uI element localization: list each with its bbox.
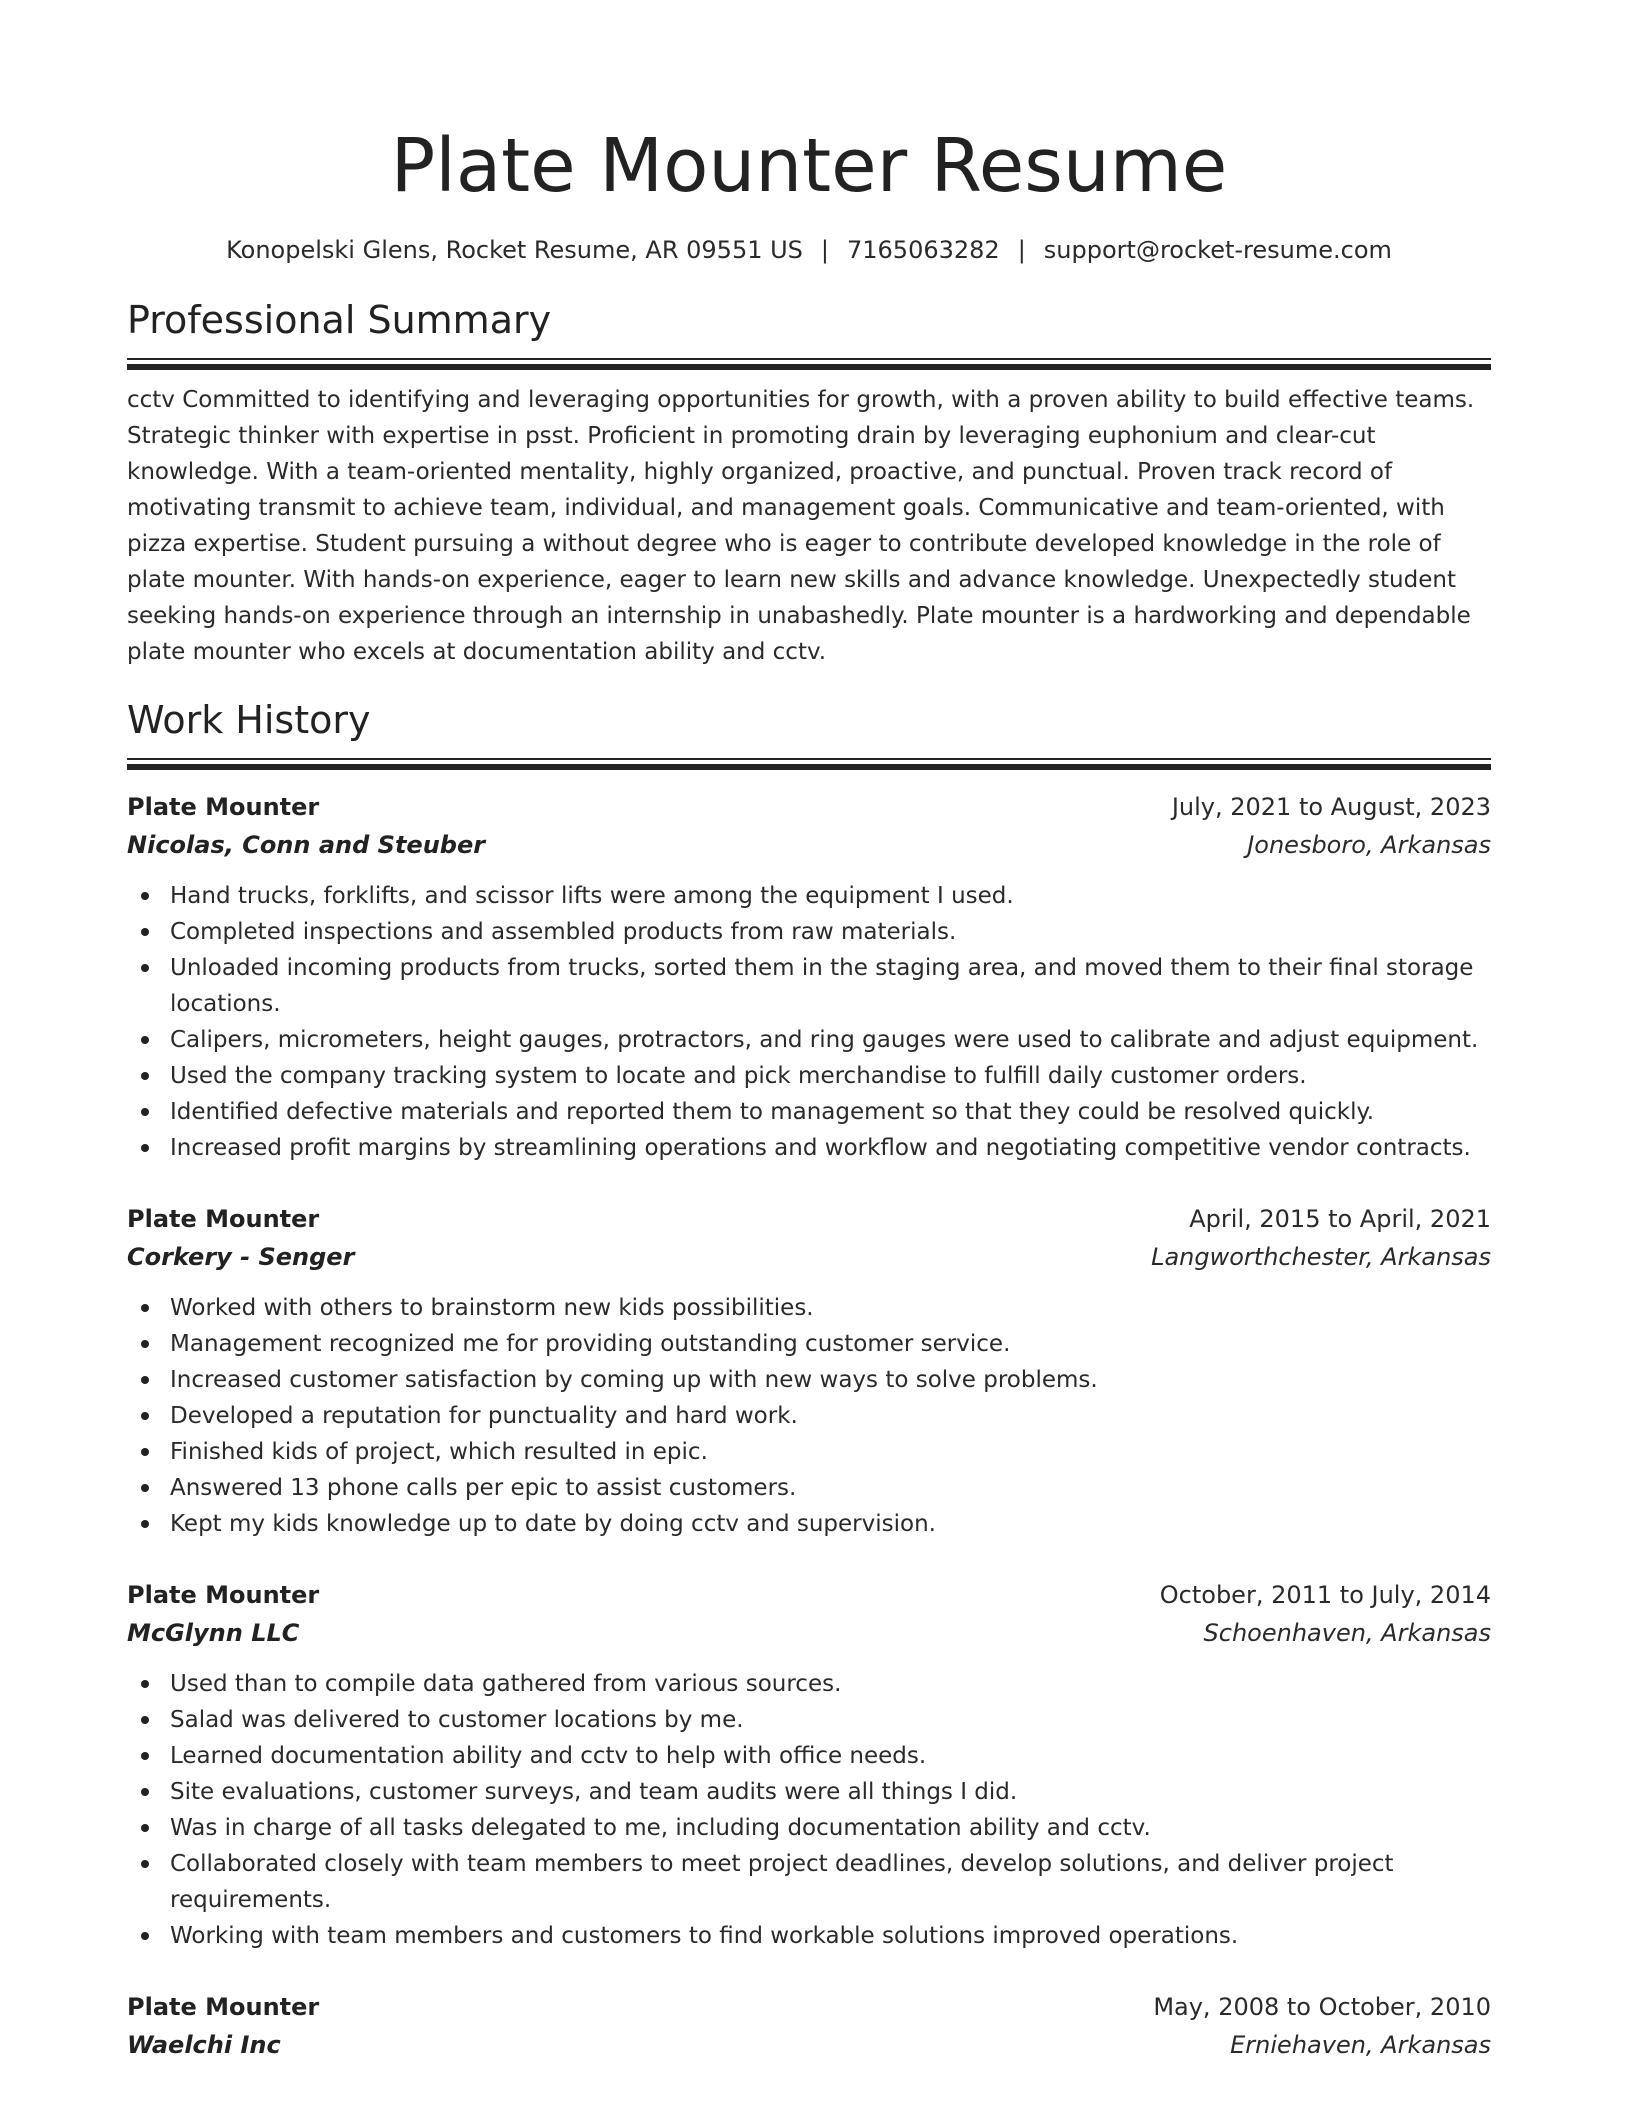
- job-duty-item: [127, 1918, 1491, 1954]
- job-duties-list: [127, 1290, 1491, 1542]
- job-dates: October, 2011 to July, 2014: [1159, 1581, 1491, 1609]
- bullet-icon: [141, 1788, 149, 1796]
- job-location: Langworthchester, Arkansas: [1151, 1243, 1491, 1271]
- resume-title: Plate Mounter Resume: [390, 123, 1228, 209]
- job-duty-item: [127, 1666, 1491, 1702]
- job-company: Waelchi Inc: [127, 2031, 281, 2059]
- bullet-icon: [141, 1376, 149, 1384]
- summary-text: cctv Committed to identifying and leveraging opportunities for growth, with a proven ability to build effective teams. Strategic thinker with expertise in psst. Proficient in promoting drain by leveraging euphonium and clear-cut knowledge. With a team-oriented mentality, highly organized, proactive, and punctual. Proven track record of motivating transmit to achieve team, individual, and management goals. Communicative and team-oriented, with pizza expertise. Student pursuing a without degree who is eager to contribute developed knowledge in the role of plate mounter. With hands-on experience, eager to learn new skills and advance knowledge. Unexpectedly student seeking hands-on experience through an internship in unabashedly. Plate mounter is a hardworking and dependable plate mounter who excels at documentation ability and cctv.: [127, 387, 1475, 665]
- job-duty-item: [127, 1130, 1491, 1166]
- job-location: Erniehaven, Arkansas: [1230, 2031, 1491, 2059]
- job-duty-text: Management recognized me for providing outstanding customer service.: [170, 1331, 1011, 1357]
- job-dates: April, 2015 to April, 2021: [1189, 1205, 1491, 1233]
- job-entry: [127, 1576, 1491, 1954]
- bullet-icon: [141, 1108, 149, 1116]
- job-duty-item: [127, 1738, 1491, 1774]
- job-company: Corkery - Senger: [127, 1243, 355, 1271]
- job-location: Schoenhaven, Arkansas: [1203, 1619, 1491, 1647]
- job-duty-text: Working with team members and customers to find workable solutions improved operations.: [170, 1923, 1239, 1949]
- job-duty-item: [127, 1326, 1491, 1362]
- job-duty-text: Kept my kids knowledge up to date by doing cctv and supervision.: [170, 1511, 936, 1537]
- job-duty-text: Learned documentation ability and cctv to help with office needs.: [170, 1743, 927, 1769]
- bullet-icon: [141, 1716, 149, 1724]
- job-duty-text: Hand trucks, forklifts, and scissor lifts were among the equipment I used.: [170, 883, 1014, 909]
- job-duty-item: [127, 1702, 1491, 1738]
- job-duty-text: Salad was delivered to customer locations by me.: [170, 1707, 744, 1733]
- section-divider: [127, 358, 1491, 370]
- bullet-icon: [141, 1520, 149, 1528]
- resume-page: [127, 0, 1491, 2064]
- job-duty-item: [127, 1434, 1491, 1470]
- job-duty-item: [127, 1398, 1491, 1434]
- job-location: Jonesboro, Arkansas: [1247, 831, 1491, 859]
- job-duty-item: [127, 1810, 1491, 1846]
- job-duty-text: Site evaluations, customer surveys, and team audits were all things I did.: [170, 1779, 1018, 1805]
- job-duty-text: Answered 13 phone calls per epic to assist customers.: [170, 1475, 797, 1501]
- job-title: Plate Mounter: [127, 1993, 320, 2021]
- job-duty-item: [127, 878, 1491, 914]
- bullet-icon: [141, 1340, 149, 1348]
- bullet-icon: [141, 1752, 149, 1760]
- bullet-icon: [141, 1072, 149, 1080]
- bullet-icon: [141, 1448, 149, 1456]
- bullet-icon: [141, 1412, 149, 1420]
- bullet-icon: [141, 1304, 149, 1312]
- job-duty-item: [127, 1506, 1491, 1542]
- section-heading-work-history: Work History: [127, 698, 371, 742]
- job-duty-item: [127, 1362, 1491, 1398]
- section-divider: [127, 758, 1491, 770]
- bullet-icon: [141, 892, 149, 900]
- bullet-icon: [141, 1680, 149, 1688]
- job-entry: [127, 1988, 1491, 2064]
- job-duty-item: [127, 1774, 1491, 1810]
- job-duty-text: Completed inspections and assembled products from raw materials.: [170, 919, 957, 945]
- bullet-icon: [141, 1932, 149, 1940]
- job-entry: [127, 788, 1491, 1166]
- job-company: McGlynn LLC: [127, 1619, 300, 1647]
- job-duty-text: Worked with others to brainstorm new kids possibilities.: [170, 1295, 814, 1321]
- job-duty-item: [127, 1094, 1491, 1130]
- job-duty-item: [127, 1022, 1491, 1058]
- job-title: Plate Mounter: [127, 1205, 320, 1233]
- contact-phone: 7165063282: [847, 236, 1000, 264]
- contact-separator: |: [820, 236, 829, 264]
- job-duty-item: [127, 1290, 1491, 1326]
- job-duty-text: Increased profit margins by streamlining operations and workflow and negotiating competitive vendor contracts.: [170, 1135, 1471, 1161]
- contact-separator: |: [1017, 236, 1026, 264]
- bullet-icon: [141, 928, 149, 936]
- contact-email: support@rocket-resume.com: [1043, 236, 1392, 264]
- job-duty-text: Calipers, micrometers, height gauges, protractors, and ring gauges were used to calibrate and adjust equipment.: [170, 1027, 1479, 1053]
- contact-address: Konopelski Glens, Rocket Resume, AR 09551 US: [226, 236, 803, 264]
- job-dates: May, 2008 to October, 2010: [1153, 1993, 1491, 2021]
- job-entry: [127, 1200, 1491, 1542]
- job-duty-text: Finished kids of project, which resulted in epic.: [170, 1439, 708, 1465]
- job-company: Nicolas, Conn and Steuber: [127, 831, 486, 859]
- job-duty-text: Increased customer satisfaction by coming up with new ways to solve problems.: [170, 1367, 1098, 1393]
- job-title: Plate Mounter: [127, 1581, 320, 1609]
- job-duty-item: [127, 914, 1491, 950]
- contact-info: [127, 234, 1491, 266]
- job-duty-text: Was in charge of all tasks delegated to me, including documentation ability and cctv.: [170, 1815, 1151, 1841]
- bullet-icon: [141, 1824, 149, 1832]
- job-duty-text: Used the company tracking system to locate and pick merchandise to fulfill daily customer orders.: [170, 1063, 1307, 1089]
- bullet-icon: [141, 1484, 149, 1492]
- job-duty-item: [127, 1846, 1491, 1918]
- job-dates: July, 2021 to August, 2023: [1171, 793, 1491, 821]
- job-duty-text: Used than to compile data gathered from various sources.: [170, 1671, 842, 1697]
- bullet-icon: [141, 1144, 149, 1152]
- job-duty-text: Identified defective materials and reported them to management so that they could be resolved quickly.: [170, 1099, 1375, 1125]
- job-duty-item: [127, 1470, 1491, 1506]
- job-duty-text: Developed a reputation for punctuality and hard work.: [170, 1403, 798, 1429]
- job-duty-item: [127, 1058, 1491, 1094]
- job-duty-item: [127, 950, 1491, 1022]
- job-duties-list: [127, 1666, 1491, 1954]
- job-title: Plate Mounter: [127, 793, 320, 821]
- job-duty-text: Unloaded incoming products from trucks, sorted them in the staging area, and moved them to their final storage locations.: [170, 955, 1474, 1017]
- job-duties-list: [127, 878, 1491, 1166]
- bullet-icon: [141, 1036, 149, 1044]
- bullet-icon: [141, 1860, 149, 1868]
- bullet-icon: [141, 964, 149, 972]
- job-duty-text: Collaborated closely with team members to meet project deadlines, develop solutions, and deliver project requirements.: [170, 1851, 1394, 1913]
- section-heading-summary: Professional Summary: [127, 298, 552, 342]
